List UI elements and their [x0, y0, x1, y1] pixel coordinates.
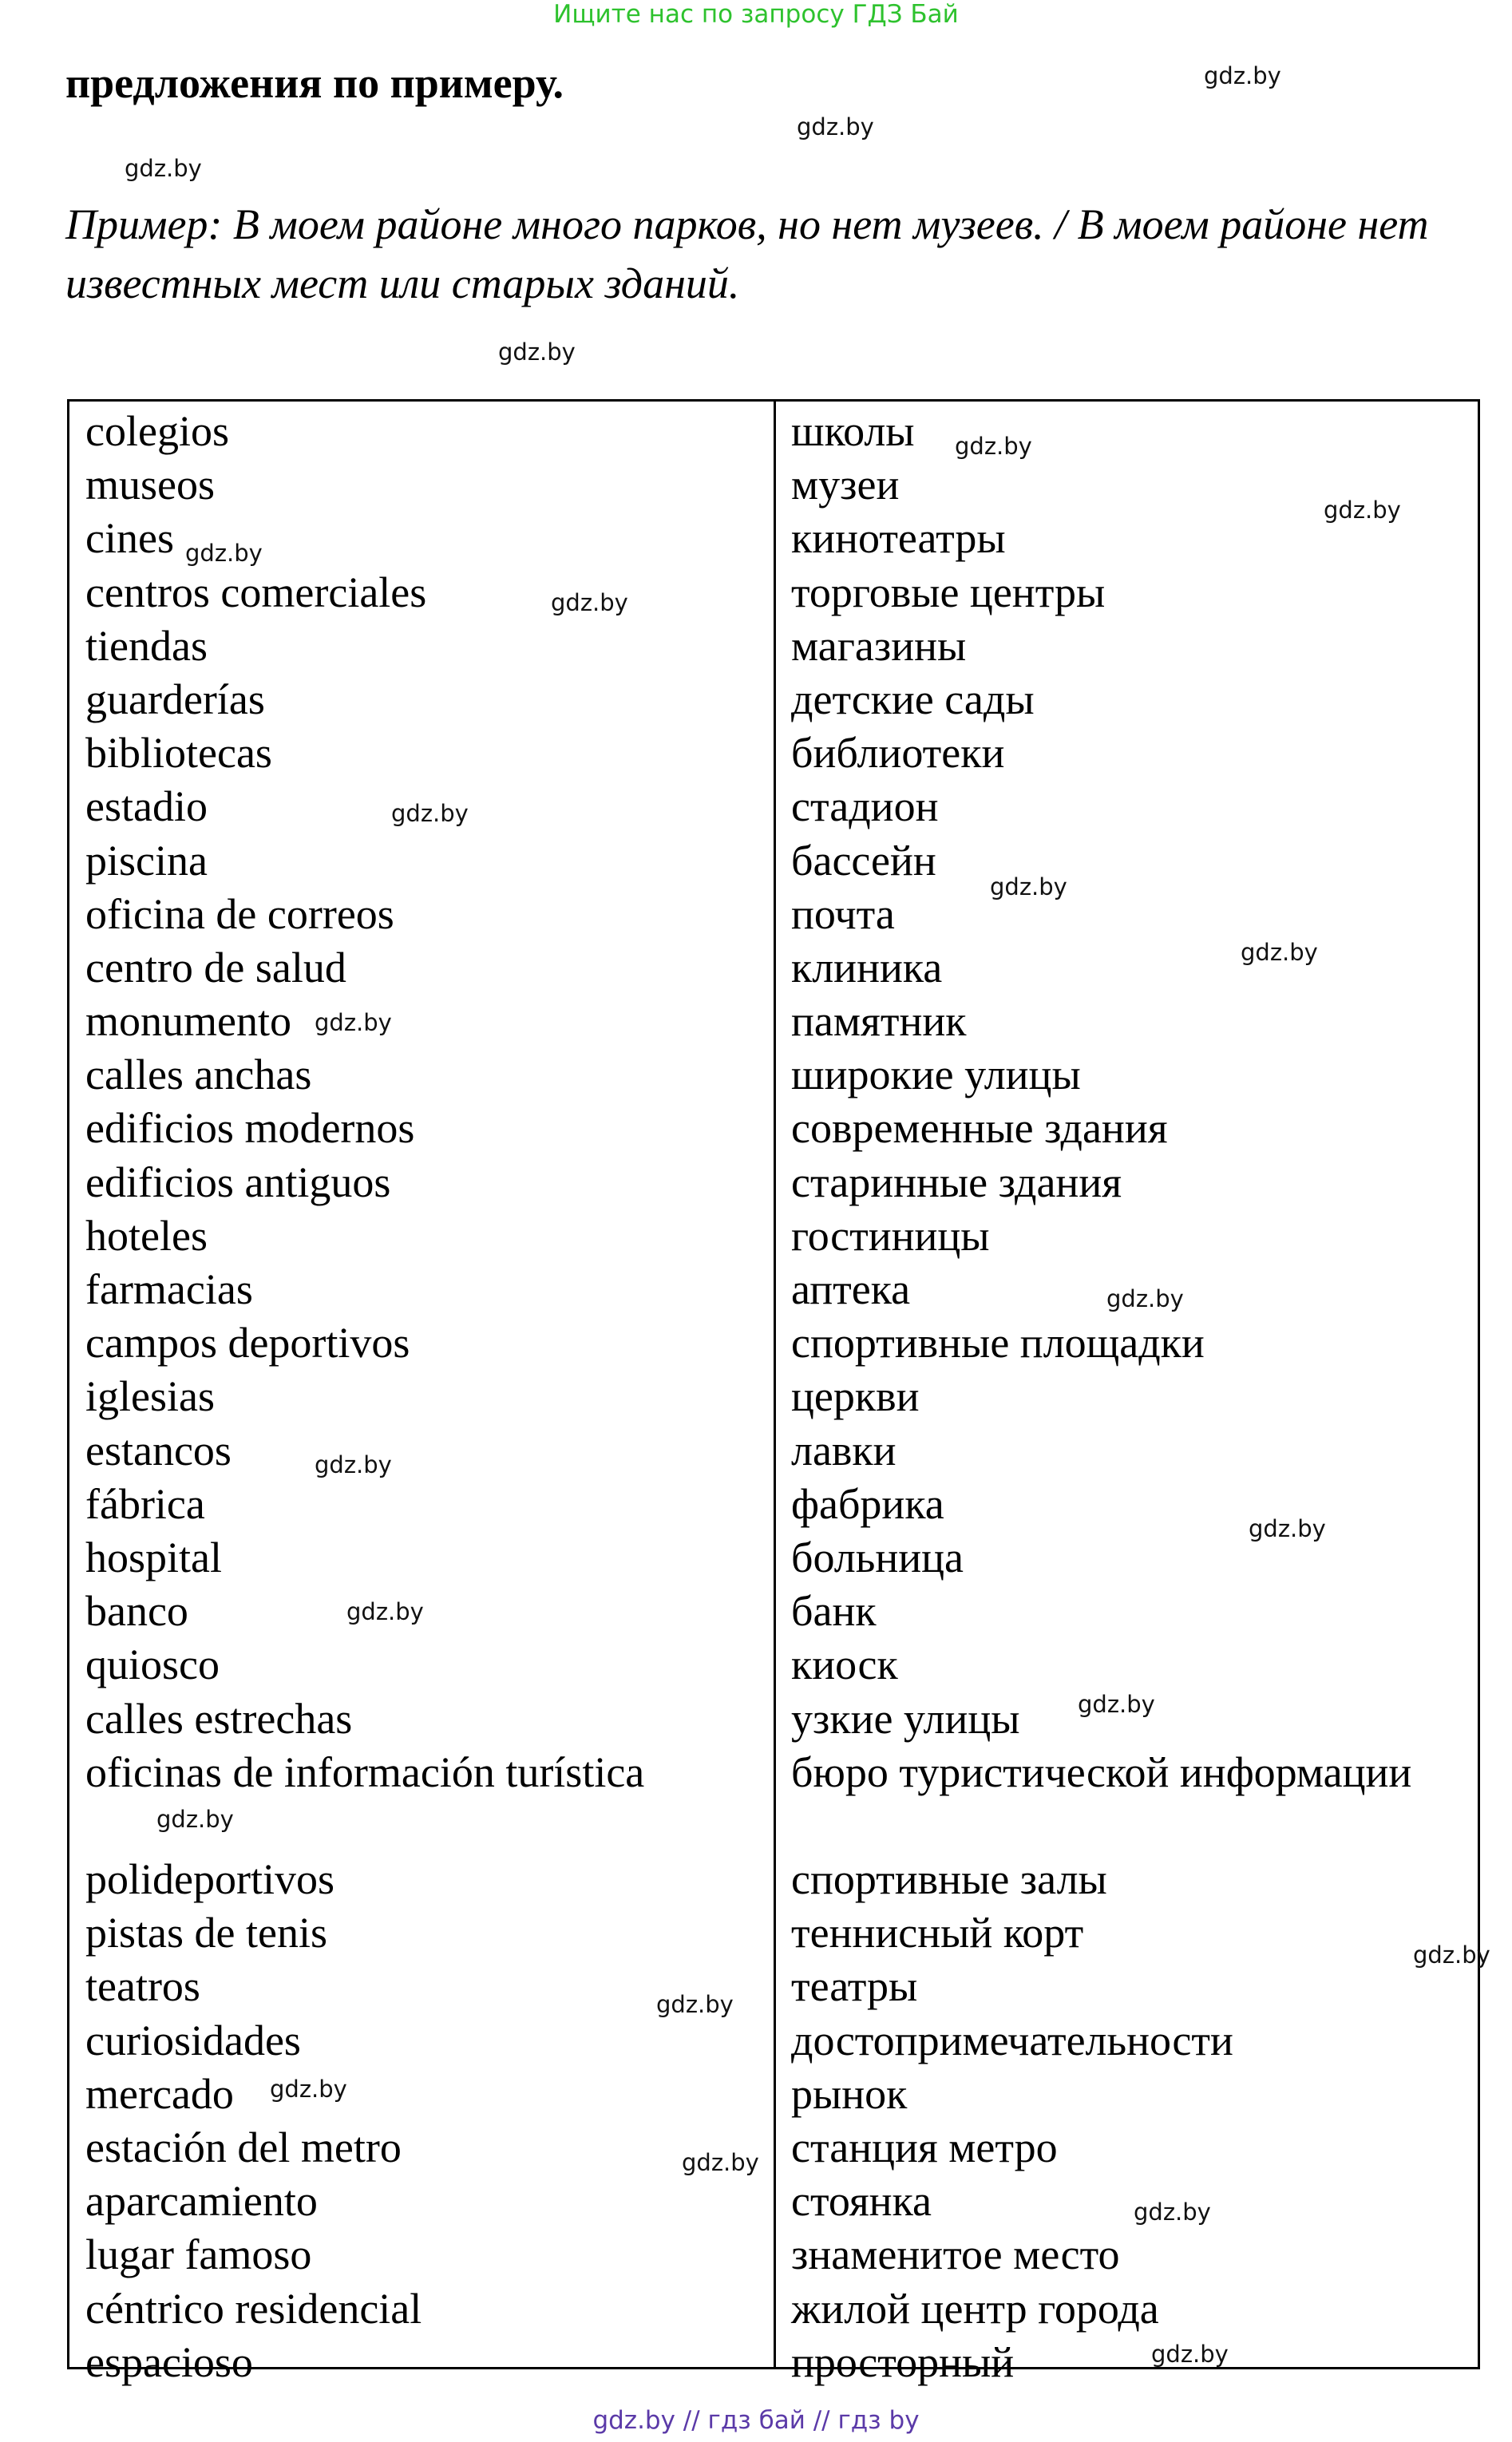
- russian-translation: знаменитое место: [791, 2230, 1120, 2279]
- watermark: gdz.by: [1204, 62, 1281, 89]
- watermark: gdz.by: [955, 433, 1032, 460]
- spanish-term: centros comerciales: [85, 568, 427, 616]
- table-divider: [774, 402, 776, 2367]
- russian-translation: больница: [791, 1533, 964, 1581]
- russian-translation: театры: [791, 1962, 918, 2011]
- russian-translation: жилой центр города: [791, 2284, 1159, 2333]
- russian-translation: детские сады: [791, 675, 1035, 723]
- russian-translation: фабрика: [791, 1479, 944, 1528]
- russian-translation: музеи: [791, 461, 900, 509]
- watermark: gdz.by: [270, 2076, 347, 2103]
- russian-translation: торговые центры: [791, 568, 1106, 616]
- watermark: gdz.by: [315, 1009, 392, 1036]
- spanish-term: bibliotecas: [85, 729, 272, 778]
- watermark: gdz.by: [682, 2149, 759, 2176]
- watermark: gdz.by: [1324, 497, 1401, 524]
- russian-translation: магазины: [791, 621, 967, 670]
- watermark: gdz.by: [315, 1451, 392, 1478]
- watermark: gdz.by: [1078, 1691, 1155, 1718]
- russian-translation: киоск: [791, 1641, 898, 1689]
- russian-translation: школы: [791, 407, 915, 455]
- russian-translation: стоянка: [791, 2177, 932, 2226]
- spanish-term: mercado: [85, 2069, 234, 2118]
- watermark: gdz.by: [1413, 1941, 1490, 1969]
- spanish-term: colegios: [85, 407, 229, 455]
- russian-translation: почта: [791, 889, 895, 938]
- spanish-term: aparcamiento: [85, 2177, 318, 2226]
- spanish-term: estancos: [85, 1426, 232, 1474]
- watermark: gdz.by: [498, 338, 576, 366]
- russian-translation: спортивные площадки: [791, 1319, 1205, 1367]
- russian-translation: широкие улицы: [791, 1051, 1081, 1099]
- footer: gdz.by // гдз бай // гдз by: [592, 2406, 920, 2435]
- russian-translation: бюро туристической информации: [791, 1747, 1412, 1796]
- spanish-term: oficina de correos: [85, 889, 394, 938]
- russian-translation: библиотеки: [791, 729, 1005, 778]
- watermark: gdz.by: [185, 540, 263, 567]
- spanish-term: calles anchas: [85, 1051, 312, 1099]
- spanish-term: oficinas de información turística: [85, 1747, 645, 1796]
- russian-translation: спортивные залы: [791, 1855, 1107, 1904]
- spanish-term: estación del metro: [85, 2123, 402, 2172]
- spanish-term: cines: [85, 514, 174, 563]
- spanish-term: campos deportivos: [85, 1319, 410, 1367]
- watermark: gdz.by: [391, 800, 469, 827]
- russian-translation: банк: [791, 1587, 877, 1636]
- russian-translation: памятник: [791, 997, 967, 1046]
- watermark: gdz.by: [125, 155, 202, 182]
- russian-translation: бассейн: [791, 836, 936, 885]
- spanish-term: estadio: [85, 782, 208, 831]
- spanish-term: espacioso: [85, 2337, 253, 2386]
- watermark: gdz.by: [1106, 1285, 1184, 1312]
- russian-translation: аптека: [791, 1265, 911, 1313]
- spanish-term: iglesias: [85, 1372, 215, 1421]
- spanish-term: farmacias: [85, 1265, 253, 1313]
- spanish-term: curiosidades: [85, 2016, 301, 2064]
- spanish-term: hospital: [85, 1533, 222, 1581]
- top-banner: Ищите нас по запросу ГДЗ Бай: [553, 0, 959, 29]
- russian-translation: станция метро: [791, 2123, 1058, 2172]
- russian-translation: гостиницы: [791, 1211, 990, 1260]
- heading: предложения по примеру.: [65, 59, 564, 107]
- watermark: gdz.by: [797, 113, 874, 141]
- spanish-term: guarderías: [85, 675, 265, 723]
- spanish-term: museos: [85, 461, 215, 509]
- watermark: gdz.by: [1151, 2341, 1229, 2368]
- russian-translation: лавки: [791, 1426, 897, 1474]
- watermark: gdz.by: [990, 873, 1067, 900]
- russian-translation: рынок: [791, 2069, 908, 2118]
- watermark: gdz.by: [1241, 939, 1318, 966]
- spanish-term: piscina: [85, 836, 208, 885]
- spanish-term: tiendas: [85, 621, 208, 670]
- spanish-term: quiosco: [85, 1641, 220, 1689]
- russian-translation: достопримечательности: [791, 2016, 1233, 2064]
- spanish-term: calles estrechas: [85, 1694, 353, 1743]
- russian-translation: старинные здания: [791, 1158, 1122, 1206]
- russian-column: [791, 405, 1478, 2389]
- watermark: gdz.by: [1249, 1515, 1326, 1542]
- russian-translation: теннисный корт: [791, 1909, 1084, 1957]
- spanish-column: [85, 405, 772, 2389]
- russian-translation: современные здания: [791, 1104, 1168, 1153]
- watermark: gdz.by: [346, 1598, 424, 1625]
- watermark: gdz.by: [156, 1806, 234, 1833]
- spanish-term: hoteles: [85, 1211, 208, 1260]
- russian-translation: церкви: [791, 1372, 920, 1421]
- russian-translation: клиника: [791, 943, 943, 991]
- spanish-term: lugar famoso: [85, 2230, 312, 2279]
- watermark: gdz.by: [1134, 2199, 1211, 2226]
- watermark: gdz.by: [551, 589, 628, 616]
- spanish-term: fábrica: [85, 1479, 205, 1528]
- spanish-term: centro de salud: [85, 943, 346, 991]
- spanish-term: teatros: [85, 1962, 200, 2011]
- spanish-term: pistas de tenis: [85, 1909, 327, 1957]
- watermark: gdz.by: [656, 1991, 734, 2018]
- russian-translation: стадион: [791, 782, 939, 831]
- example-sentence: Пример: В моем районе много парков, но нет музеев. / В моем районе нет известных мест или старых зданий.: [65, 200, 1429, 307]
- spanish-term: banco: [85, 1587, 188, 1636]
- spanish-term: monumento: [85, 997, 291, 1046]
- russian-translation: просторный: [791, 2337, 1015, 2386]
- spanish-term: polideportivos: [85, 1855, 334, 1904]
- spanish-term: céntrico residencial: [85, 2284, 422, 2333]
- russian-translation: узкие улицы: [791, 1694, 1020, 1743]
- spanish-term: edificios modernos: [85, 1104, 415, 1153]
- russian-translation: кинотеатры: [791, 514, 1006, 563]
- spanish-term: edificios antiguos: [85, 1158, 391, 1206]
- vocabulary-table: [67, 399, 1480, 2386]
